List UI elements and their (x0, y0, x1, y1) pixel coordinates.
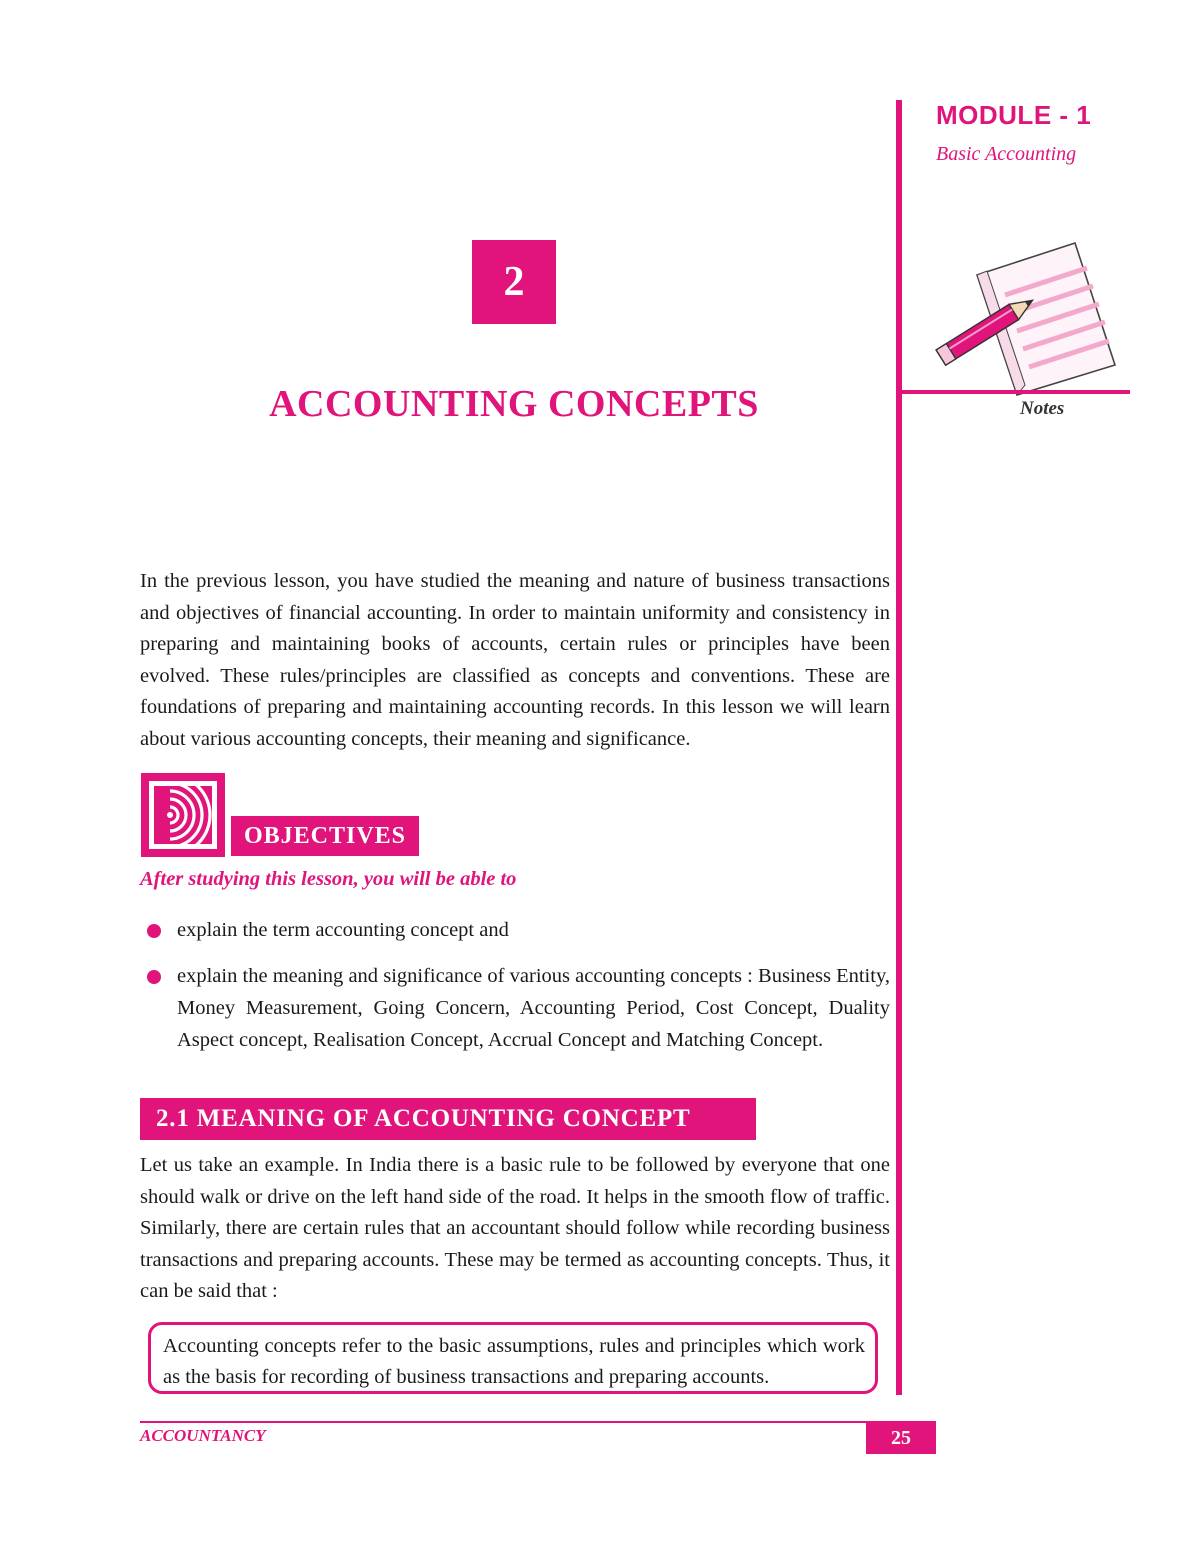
chapter-title: ACCOUNTING CONCEPTS (269, 383, 759, 425)
margin-divider (896, 100, 902, 1395)
objectives-list (140, 914, 890, 1070)
list-item (140, 960, 890, 1056)
section-paragraph: Let us take an example. In India there is a basic rule to be followed by everyone that one should walk or drive on the left hand side of the road. It helps in the smooth flow of traffic. Similarly, there are certain rules that an accountant should follow while recording business transactions and preparing accounts. These may be termed as accounting concepts. Thus, it can be said that : (140, 1154, 890, 1302)
list-item (140, 914, 890, 946)
notes-divider (896, 390, 1130, 394)
target-icon (140, 772, 226, 858)
objectives-badge: OBJECTIVES (231, 816, 419, 856)
page-number: 25 (866, 1422, 936, 1454)
bullet-icon (147, 924, 161, 938)
module-subtitle: Basic Accounting (936, 143, 1077, 165)
module-title: MODULE - 1 (936, 100, 1092, 130)
definition-box: Accounting concepts refer to the basic assumptions, rules and principles which work as the basis for recording of business transactions and preparing accounts. (148, 1322, 878, 1394)
objective-text: explain the meaning and significance of various accounting concepts : Business Entity, Money Measurement, Going Concern, Accounting Period, Cost Concept, Duality Aspect concept, Realisation Concept, Accrual Concept and Matching Concept. (177, 965, 890, 1051)
section-heading: 2.1 MEANING OF ACCOUNTING CONCEPT (140, 1098, 756, 1140)
footer-divider (140, 1421, 936, 1423)
notepad-pencil-icon (925, 235, 1125, 410)
bullet-icon (147, 970, 161, 984)
footer-subject: ACCOUNTANCY (140, 1426, 266, 1445)
objective-text: explain the term accounting concept and (177, 919, 509, 941)
chapter-number: 2 (472, 240, 556, 324)
intro-paragraph: In the previous lesson, you have studied the meaning and nature of business transactions and objectives of financial accounting. In order to maintain uniformity and consistency in preparing and maintaining books of accounts, certain rules or principles have been evolved. These rules/principles are classified as concepts and conventions. These are foundations of preparing and maintaining accounting records. In this lesson we will learn about various accounting concepts, their meaning and significance. (140, 570, 890, 750)
notes-label: Notes (1020, 398, 1065, 419)
objectives-lead: After studying this lesson, you will be able to (140, 868, 517, 890)
